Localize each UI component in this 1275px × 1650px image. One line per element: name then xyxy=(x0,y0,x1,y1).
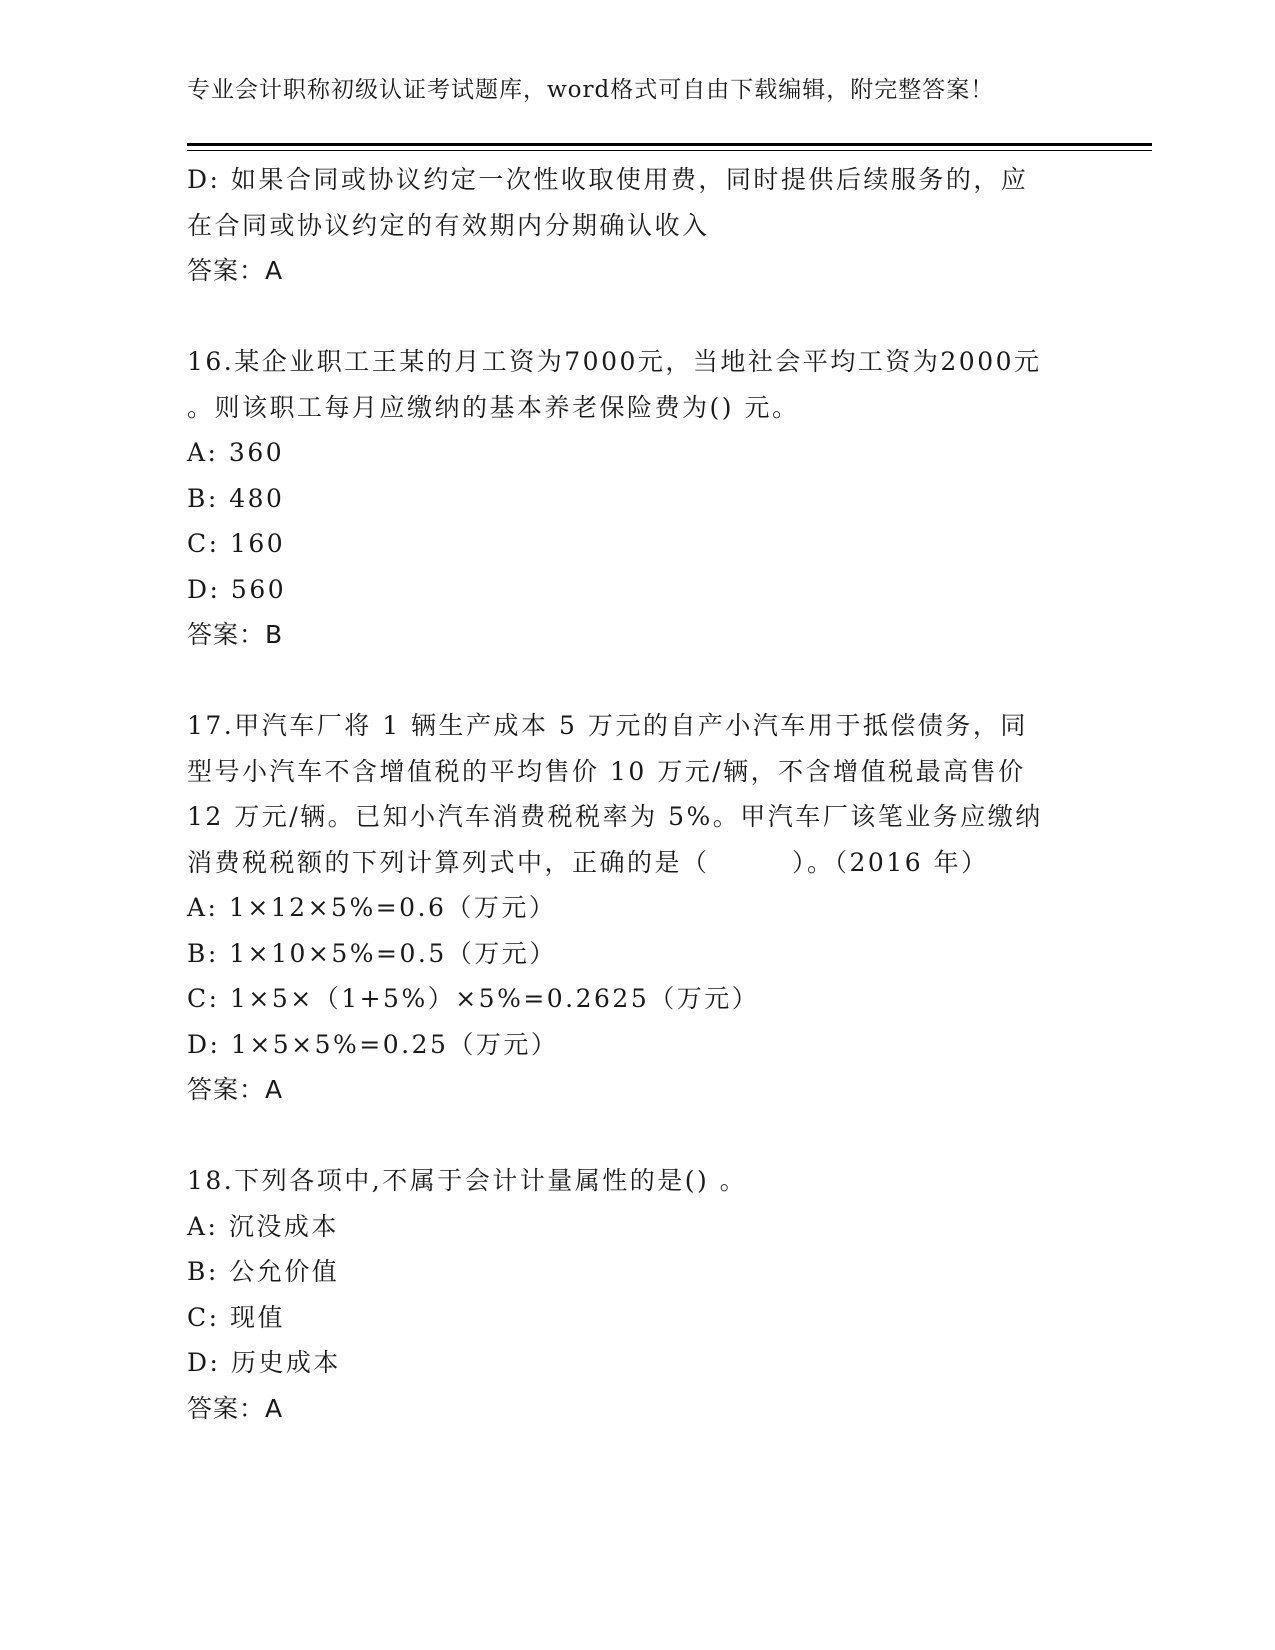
page-header: 专业会计职称初级认证考试题库，word格式可自由下载编辑，附完整答案！ xyxy=(187,77,995,103)
spacer xyxy=(187,658,1087,704)
option-a: A: 1×12×5%=0.6（万元） xyxy=(187,893,557,922)
option-line: 在合同或协议约定的有效期内分期确认收入 xyxy=(187,210,710,240)
option-d: D: 560 xyxy=(187,574,287,604)
answer-line: 答案：B xyxy=(187,620,284,649)
spacer xyxy=(187,294,1087,340)
option-line: D: 如果合同或协议约定一次性收取使用费，同时提供后续服务的，应 xyxy=(187,165,1029,194)
spacer xyxy=(187,1113,1087,1159)
option-c: C: 160 xyxy=(187,529,286,558)
question-stem-line: 16.某企业职工王某的月工资为7000元，当地社会平均工资为2000元 xyxy=(187,347,1042,376)
option-d: D: 历史成本 xyxy=(187,1348,341,1377)
option-b: B: 480 xyxy=(187,483,285,513)
question-18 xyxy=(187,1158,1087,1431)
header-rule-thin xyxy=(187,150,1152,151)
option-a: A: 沉没成本 xyxy=(187,1211,339,1241)
question-stem-line: 18.下列各项中,不属于会计计量属性的是() 。 xyxy=(187,1166,748,1195)
question-16 xyxy=(187,339,1087,658)
option-b: B: 公允价值 xyxy=(187,1257,340,1286)
option-c: C: 现值 xyxy=(187,1302,285,1332)
question-content xyxy=(187,157,1087,1431)
option-b: B: 1×10×5%=0.5（万元） xyxy=(187,938,557,968)
question-17 xyxy=(187,703,1087,1113)
question-stem-line: 型号小汽车不含增值税的平均售价 10 万元/辆，不含增值税最高售价 xyxy=(187,756,1026,786)
question-stem-line: 17.甲汽车厂将 1 辆生产成本 5 万元的自产小汽车用于抵偿债务，同 xyxy=(187,711,1028,740)
question-stem-line: 。则该职工每月应缴纳的基本养老保险费为() 元。 xyxy=(187,392,800,422)
question-15-tail xyxy=(187,157,1087,294)
question-stem-line: 消费税税额的下列计算列式中，正确的是（ ）。（2016 年） xyxy=(187,847,989,877)
header-rule-thick xyxy=(187,143,1152,146)
answer-line: 答案：A xyxy=(187,1393,284,1423)
option-c: C: 1×5×（1+5%）×5%=0.2625（万元） xyxy=(187,984,760,1013)
option-d: D: 1×5×5%=0.25（万元） xyxy=(187,1029,559,1059)
answer-line: 答案：A xyxy=(187,1075,284,1104)
answer-line: 答案：A xyxy=(187,256,284,285)
option-a: A: 360 xyxy=(187,438,285,467)
question-stem-line: 12 万元/辆。已知小汽车消费税税率为 5%。甲汽车厂该笔业务应缴纳 xyxy=(187,802,1043,831)
